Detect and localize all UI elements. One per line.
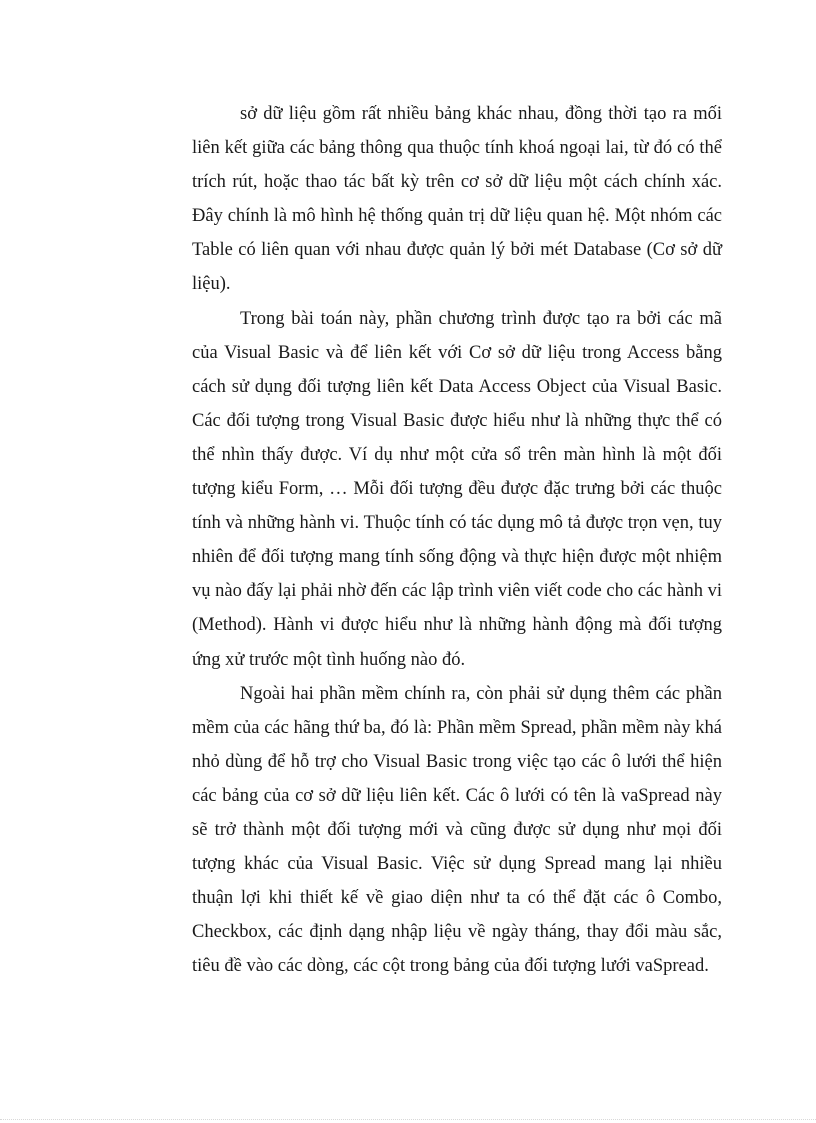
page-bottom-divider <box>0 1119 816 1120</box>
paragraph-2: Trong bài toán này, phần chương trình được tạo ra bởi các mã của Visual Basic và để liên kết với Cơ sở dữ liệu trong Access bằng cách sử dụng đối tượng liên kết Data Access Object của Visual Basic. Các đối tượng trong Visual Basic được hiểu như là những thực thể có thể nhìn thấy được. Ví dụ như một cửa sổ trên màn hình là một đối tượng kiểu Form, … Mỗi đối tượng đều được đặc trưng bởi các thuộc tính và những hành vi. Thuộc tính có tác dụng mô tả được trọn vẹn, tuy nhiên để đối tượng mang tính sống động và thực hiện được một nhiệm vụ nào đấy lại phải nhờ đến các lập trình viên viết code cho các hành vi (Method). Hành vi được hiểu như là những hành động mà đối tượng ứng xử trước một tình huống nào đó. <box>192 308 722 670</box>
paragraph-1: sở dữ liệu gồm rất nhiều bảng khác nhau, đồng thời tạo ra mối liên kết giữa các bảng thông qua thuộc tính khoá ngoại lai, từ đó có thể trích rút, hoặc thao tác bất kỳ trên cơ sở dữ liệu một cách chính xác. Đây chính là mô hình hệ thống quản trị dữ liệu quan hệ. Một nhóm các Table có liên quan với nhau được quản lý bởi mét Database (Cơ sở dữ liệu). <box>192 104 722 295</box>
body-text <box>192 97 722 983</box>
paragraph-3: Ngoài hai phần mềm chính ra, còn phải sử dụng thêm các phần mềm của các hãng thứ ba, đó là: Phần mềm Spread, phần mềm này khá nhỏ dùng để hỗ trợ cho Visual Basic trong việc tạo các ô lưới thể hiện các bảng của cơ sở dữ liệu liên kết. Các ô lưới có tên là vaSpread này sẽ trở thành một đối tượng mới và cũng được sử dụng như mọi đối tượng khác của Visual Basic. Việc sử dụng Spread mang lại nhiều thuận lợi khi thiết kế về giao diện như ta có thể đặt các ô Combo, Checkbox, các định dạng nhập liệu về ngày tháng, thay đổi màu sắc, tiêu đề vào các dòng, các cột trong bảng của đối tượng lưới vaSpread. <box>192 683 722 977</box>
